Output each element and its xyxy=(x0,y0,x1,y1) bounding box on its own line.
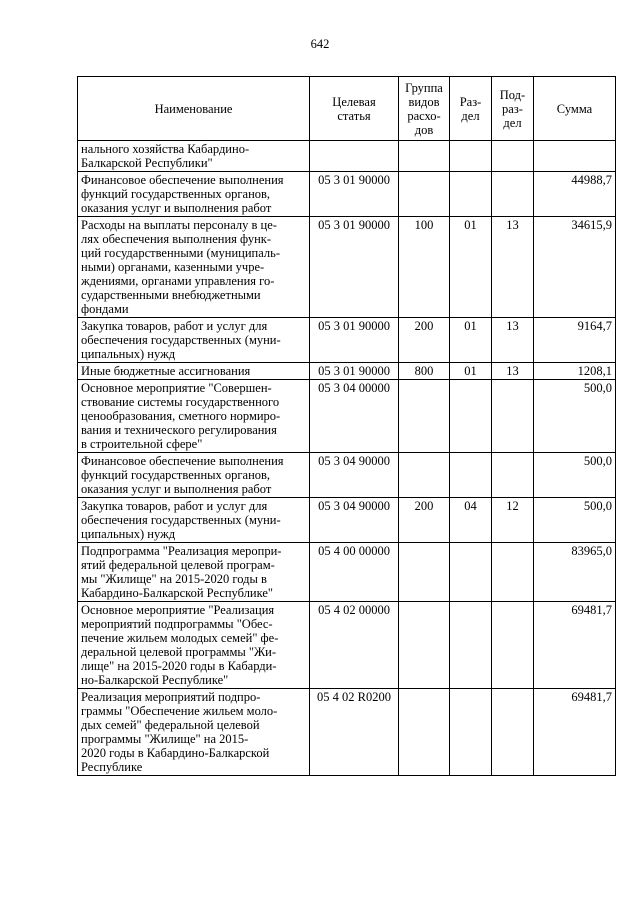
cell-sum: 69481,7 xyxy=(534,689,616,776)
table-row xyxy=(78,602,616,689)
table-row xyxy=(78,172,616,217)
cell-line: оказания услуг и выполнения работ xyxy=(81,201,272,215)
cell-sum: 83965,0 xyxy=(534,543,616,602)
cell-line: Балкарской Республики" xyxy=(81,156,213,170)
cell-line: мы "Жилище" на 2015-2020 годы в xyxy=(81,572,267,586)
cell-sum: 500,0 xyxy=(534,380,616,453)
cell-line: деральной целевой программы "Жи- xyxy=(81,645,277,659)
cell-group: 100 xyxy=(399,217,450,318)
cell-line: программы "Жилище" на 2015- xyxy=(81,732,249,746)
cell-line: ципальных) нужд xyxy=(81,527,176,541)
cell-target: 05 3 01 90000 xyxy=(310,172,399,217)
cell-subsection: 13 xyxy=(492,318,534,363)
cell-group xyxy=(399,380,450,453)
cell-name xyxy=(78,543,310,602)
cell-line: печение жильем молодых семей" фе- xyxy=(81,631,279,645)
cell-name xyxy=(78,498,310,543)
cell-subsection xyxy=(492,380,534,453)
cell-line: Финансовое обеспечение выполнения xyxy=(81,454,284,468)
table-body xyxy=(78,141,616,776)
cell-line: дов xyxy=(414,122,434,137)
cell-target: 05 3 04 00000 xyxy=(310,380,399,453)
cell-subsection: 13 xyxy=(492,217,534,318)
cell-group xyxy=(399,172,450,217)
cell-group: 200 xyxy=(399,318,450,363)
cell-name xyxy=(78,217,310,318)
cell-target: 05 4 02 R0200 xyxy=(310,689,399,776)
table-row xyxy=(78,689,616,776)
cell-section: 01 xyxy=(450,217,492,318)
page-number: 642 xyxy=(310,37,330,51)
cell-line: Основное мероприятие "Совершен- xyxy=(81,381,272,395)
cell-line: расхо- xyxy=(407,108,441,123)
budget-table xyxy=(77,76,616,776)
cell-name xyxy=(78,318,310,363)
cell-subsection xyxy=(492,453,534,498)
cell-section xyxy=(450,380,492,453)
cell-subsection xyxy=(492,141,534,172)
header-name: Наименование xyxy=(78,77,310,141)
cell-line: ждениями, органами управления го- xyxy=(81,274,275,288)
cell-group xyxy=(399,689,450,776)
cell-sum: 500,0 xyxy=(534,498,616,543)
cell-line: Группа xyxy=(405,80,443,95)
cell-group xyxy=(399,543,450,602)
cell-line: мероприятий подпрограммы "Обес- xyxy=(81,617,273,631)
cell-line: обеспечения государственных (муни- xyxy=(81,333,281,347)
table-row xyxy=(78,453,616,498)
cell-line: Кабардино-Балкарской Республике" xyxy=(81,586,274,600)
cell-line: Закупка товаров, работ и услуг для xyxy=(81,319,268,333)
cell-name xyxy=(78,380,310,453)
cell-section xyxy=(450,543,492,602)
cell-target: 05 4 00 00000 xyxy=(310,543,399,602)
cell-line: фондами xyxy=(81,302,129,316)
cell-line: дых семей" федеральной целевой xyxy=(81,718,260,732)
cell-target: 05 3 01 90000 xyxy=(310,363,399,380)
cell-line: Республике xyxy=(81,760,143,774)
cell-line: статья xyxy=(337,108,371,123)
cell-line: лище" на 2015-2020 годы в Кабарди- xyxy=(81,659,277,673)
cell-subsection xyxy=(492,172,534,217)
cell-section xyxy=(450,453,492,498)
cell-line: Целевая xyxy=(332,94,376,109)
cell-line: Под- xyxy=(499,87,526,102)
cell-name xyxy=(78,363,310,380)
cell-name xyxy=(78,141,310,172)
cell-group xyxy=(399,141,450,172)
cell-line: обеспечения государственных (муни- xyxy=(81,513,281,527)
cell-group: 200 xyxy=(399,498,450,543)
cell-target xyxy=(310,141,399,172)
cell-group: 800 xyxy=(399,363,450,380)
cell-section: 04 xyxy=(450,498,492,543)
cell-line: Подпрограмма "Реализация меропри- xyxy=(81,544,282,558)
cell-subsection: 13 xyxy=(492,363,534,380)
table-row xyxy=(78,380,616,453)
cell-target: 05 3 01 90000 xyxy=(310,318,399,363)
cell-line: ствование системы государственного xyxy=(81,395,280,409)
cell-line: сударственными внебюджетными xyxy=(81,288,261,302)
cell-line: функций государственных органов, xyxy=(81,468,271,482)
cell-line: лях обеспечения выполнения функ- xyxy=(81,232,271,246)
table-header-row xyxy=(78,77,616,141)
cell-line: Основное мероприятие "Реализация xyxy=(81,603,275,617)
cell-section xyxy=(450,141,492,172)
table-row xyxy=(78,141,616,172)
cell-line: граммы "Обеспечение жильем моло- xyxy=(81,704,278,718)
cell-section xyxy=(450,172,492,217)
table-row xyxy=(78,363,616,380)
cell-subsection xyxy=(492,602,534,689)
cell-sum: 44988,7 xyxy=(534,172,616,217)
header-section xyxy=(450,77,492,141)
cell-name xyxy=(78,453,310,498)
cell-line: 2020 годы в Кабардино-Балкарской xyxy=(81,746,270,760)
cell-target: 05 3 04 90000 xyxy=(310,498,399,543)
cell-line: ятий федеральной целевой програм- xyxy=(81,558,275,572)
cell-section: 01 xyxy=(450,363,492,380)
cell-sum: 9164,7 xyxy=(534,318,616,363)
header-sum: Сумма xyxy=(534,77,616,141)
cell-line: нального хозяйства Кабардино- xyxy=(81,142,250,156)
cell-name xyxy=(78,172,310,217)
cell-line: функций государственных органов, xyxy=(81,187,271,201)
cell-line: Финансовое обеспечение выполнения xyxy=(81,173,284,187)
cell-line: Иные бюджетные ассигнования xyxy=(81,364,251,378)
cell-subsection xyxy=(492,689,534,776)
cell-line: Реализация мероприятий подпро- xyxy=(81,690,261,704)
cell-line: ципальных) нужд xyxy=(81,347,176,361)
cell-line: видов xyxy=(408,94,440,109)
cell-line: Закупка товаров, работ и услуг для xyxy=(81,499,268,513)
cell-section xyxy=(450,689,492,776)
cell-line: ными) органами, казенными учре- xyxy=(81,260,265,274)
cell-section: 01 xyxy=(450,318,492,363)
cell-line: Расходы на выплаты персоналу в це- xyxy=(81,218,277,232)
cell-line: оказания услуг и выполнения работ xyxy=(81,482,272,496)
cell-target: 05 3 01 90000 xyxy=(310,217,399,318)
cell-sum: 34615,9 xyxy=(534,217,616,318)
cell-line: ций государственными (муниципаль- xyxy=(81,246,280,260)
header-target xyxy=(310,77,399,141)
table-row xyxy=(78,217,616,318)
cell-line: но-Балкарской Республике" xyxy=(81,673,229,687)
cell-subsection: 12 xyxy=(492,498,534,543)
table-row xyxy=(78,543,616,602)
cell-sum: 1208,1 xyxy=(534,363,616,380)
table-row xyxy=(78,498,616,543)
cell-line: Раз- xyxy=(459,94,482,109)
cell-sum: 69481,7 xyxy=(534,602,616,689)
header-subsection xyxy=(492,77,534,141)
cell-target: 05 4 02 00000 xyxy=(310,602,399,689)
cell-line: раз- xyxy=(502,101,523,116)
cell-group xyxy=(399,602,450,689)
cell-line: вания и технического регулирования xyxy=(81,423,277,437)
cell-line: дел xyxy=(503,115,522,130)
cell-target: 05 3 04 90000 xyxy=(310,453,399,498)
cell-group xyxy=(399,453,450,498)
cell-line: дел xyxy=(461,108,480,123)
cell-subsection xyxy=(492,543,534,602)
cell-sum: 500,0 xyxy=(534,453,616,498)
cell-line: в строительной сфере" xyxy=(81,437,203,451)
header-group xyxy=(399,77,450,141)
cell-section xyxy=(450,602,492,689)
table-row xyxy=(78,318,616,363)
cell-line: ценообразования, сметного нормиро- xyxy=(81,409,281,423)
cell-name xyxy=(78,689,310,776)
cell-sum xyxy=(534,141,616,172)
cell-name xyxy=(78,602,310,689)
